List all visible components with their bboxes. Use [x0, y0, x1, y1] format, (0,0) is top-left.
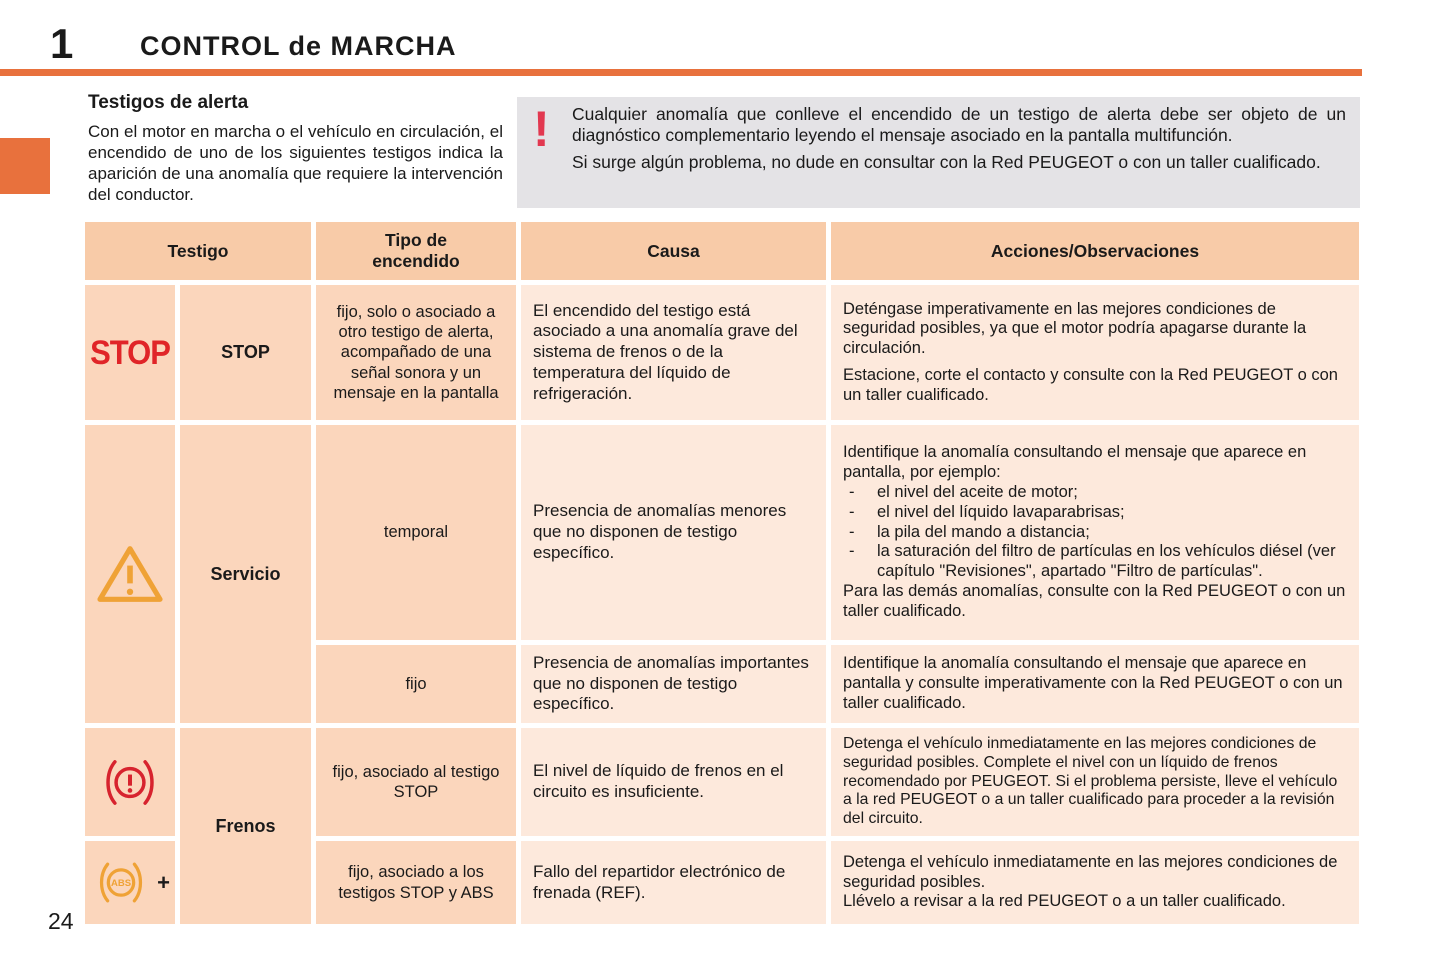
warning-paragraph: Cualquier anomalía que conlleve el encendido de un testigo de alerta debe ser objeto de un diagnóstico complementario leyendo el mensaje asociado en la pantalla multifunción.: [572, 104, 1346, 146]
warning-text: [572, 104, 1346, 201]
table-row: [85, 425, 175, 723]
tipo-cell: temporal: [316, 425, 516, 640]
column-header-acciones: Acciones/Observaciones: [831, 222, 1359, 280]
chapter-number: 1: [50, 20, 74, 67]
tipo-cell: fijo, asociado a los testigos STOP y ABS: [316, 841, 516, 924]
warning-callout: [517, 97, 1360, 208]
list-item: - el nivel del líquido lavaparabrisas;: [849, 502, 1125, 521]
page-title: CONTROL de MARCHA: [140, 31, 457, 61]
causa-cell: El nivel de líquido de frenos en el circuito es insuficiente.: [521, 728, 826, 836]
svg-text:ABS: ABS: [111, 878, 132, 890]
service-warning-triangle-icon: [96, 544, 164, 604]
causa-cell: Presencia de anomalías importantes que no disponen de testigo específico.: [521, 645, 826, 723]
acciones-cell: Identifique la anomalía consultando el mensaje que aparece en pantalla y consulte imperativamente con la Red PEUGEOT o con un taller cualificado.: [831, 645, 1359, 723]
tipo-cell: fijo, asociado al testigo STOP: [316, 728, 516, 836]
table-row: [85, 728, 175, 836]
page-number: 24: [48, 908, 74, 934]
column-header-tipo: Tipo de encendido: [316, 222, 516, 280]
tipo-cell: fijo: [316, 645, 516, 723]
list-item: - la pila del mando a distancia;: [849, 522, 1090, 541]
acciones-cell: Deténgase imperativamente en las mejores condiciones de seguridad posibles, ya que el motor podría apagarse durante la circulación. Estacione, corte el contacto y consulte con la Red PEUGEOT o con un taller cualificado.: [831, 285, 1359, 420]
table-row: [85, 841, 175, 924]
causa-cell: Fallo del repartidor electrónico de frenada (REF).: [521, 841, 826, 924]
list-item: - el nivel del aceite de motor;: [849, 483, 1078, 501]
header-divider: [0, 69, 1362, 76]
causa-cell: El encendido del testigo está asociado a una anomalía grave del sistema de frenos o de la temperatura del líquido de refrigeración.: [521, 285, 826, 420]
acciones-cell: Identifique la anomalía consultando el mensaje que aparece en pantalla, por ejemplo: - el nivel del aceite de motor; - el nivel del líquido lavaparabrisas; - la pila del mando a distancia; - la saturación del filtro de partículas en los vehículos diésel (ver capítulo "Revisiones", apartado "Filtro de partículas". Para las demás anomalías, consulte con la Red PEUGEOT o con un taller cualificado.: [831, 425, 1359, 640]
testigo-label-stop: STOP: [180, 285, 311, 420]
section-heading: Testigos de alerta: [88, 92, 249, 113]
column-header-causa: Causa: [521, 222, 826, 280]
causa-cell: Presencia de anomalías menores que no disponen de testigo específico.: [521, 425, 826, 640]
testigo-label-frenos: Frenos: [180, 728, 311, 924]
intro-section: [88, 92, 503, 205]
column-header-testigo: Testigo: [85, 222, 311, 280]
acciones-cell: Detenga el vehículo inmediatamente en las mejores condiciones de seguridad posibles. Complete el nivel con un líquido de frenos recomendado por PEUGEOT. Si el problema persiste, lleve el vehículo a la red PEUGEOT o a un taller cualificado para proceder a la revisión del circuito.: [831, 728, 1359, 836]
abs-warning-icon: [90, 859, 152, 906]
exclamation-icon: !: [533, 101, 550, 157]
list-item: - la saturación del filtro de partículas en los vehículos diésel (ver capítulo "Revisiones", apartado "Filtro de partículas".: [849, 542, 1336, 581]
tipo-cell: fijo, solo o asociado a otro testigo de alerta, acompañado de una señal sonora y un mensaje en la pantalla: [316, 285, 516, 420]
testigo-label-servicio: Servicio: [180, 425, 311, 723]
stop-warning-icon: STOP: [90, 332, 170, 372]
plus-icon: +: [157, 869, 170, 895]
table-row: [85, 285, 175, 420]
warning-paragraph: Si surge algún problema, no dude en consultar con la Red PEUGEOT o con un taller cualificado.: [572, 152, 1321, 173]
chapter-side-tab: [0, 138, 50, 194]
brake-warning-icon: [95, 756, 165, 809]
warning-lights-table: [85, 222, 1359, 924]
acciones-cell: Detenga el vehículo inmediatamente en las mejores condiciones de seguridad posibles. Llévelo a revisar a la red PEUGEOT o a un taller cualificado.: [831, 841, 1359, 924]
intro-paragraph: Con el motor en marcha o el vehículo en circulación, el encendido de uno de los siguientes testigos indica la aparición de una anomalía que requiere la intervención del conductor.: [88, 122, 503, 205]
